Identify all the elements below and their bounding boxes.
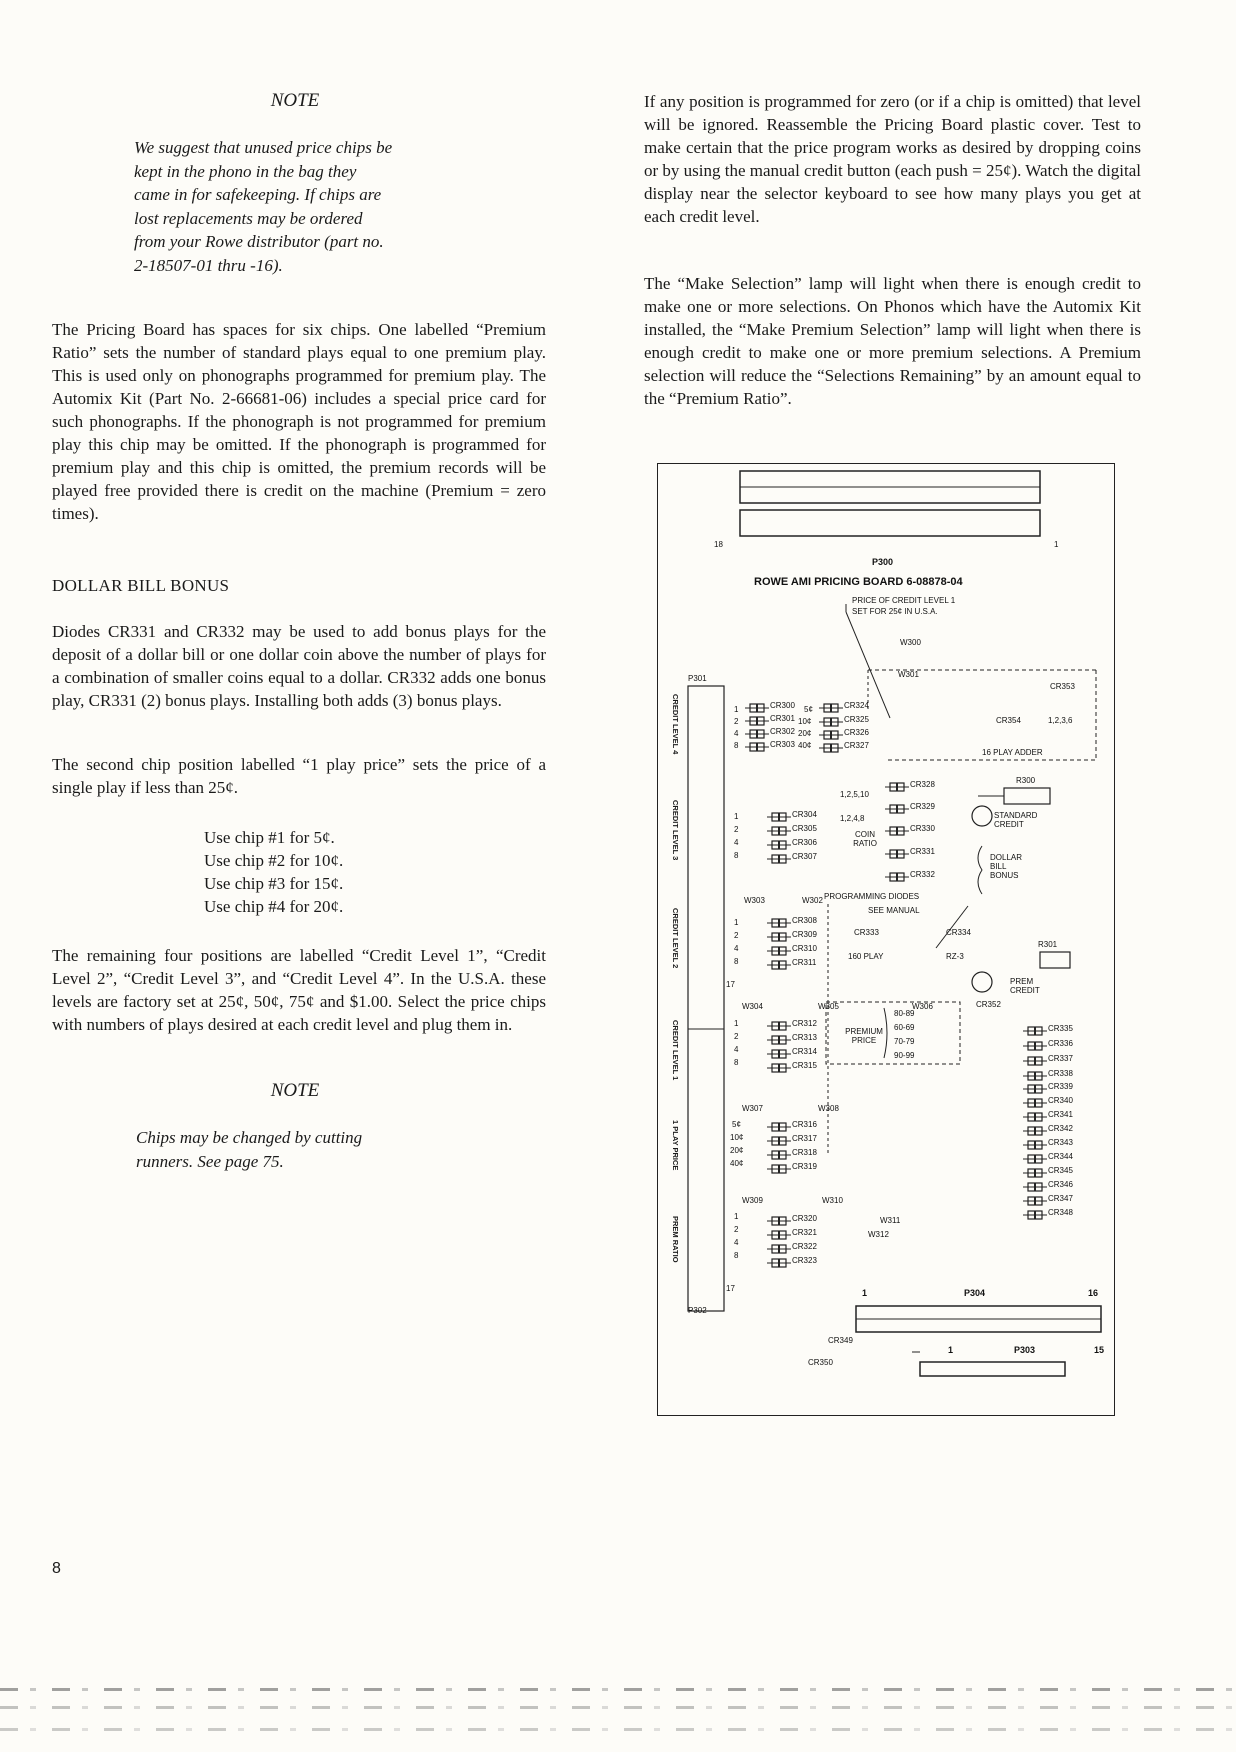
diode-symbol (767, 961, 791, 969)
diode-symbol (767, 1151, 791, 1159)
coin-label: 10¢ (798, 717, 812, 726)
diode-symbol (767, 1231, 791, 1239)
diode-symbol (745, 730, 769, 738)
chip-list-item: Use chip #3 for 15¢. (204, 874, 344, 893)
diode-label: CR305 (792, 824, 817, 833)
cr354-note: 1,2,3,6 (1048, 716, 1073, 725)
bit-label: 4 (734, 729, 739, 738)
r301-label: R301 (1038, 940, 1058, 949)
side-label: 1 PLAY PRICE (671, 1120, 680, 1171)
remaining-positions-paragraph: The remaining four positions are labelled “Credit Level 1”, “Credit Level 2”, “Credit Level 3”, and “Credit Level 4”. In the U.S.A. these levels are factory set at 25¢, 50¢, 75¢ and $1.00. Select the price chips with numbers of plays desired at each credit level and plug them in. (52, 946, 546, 1034)
note2-body (136, 1126, 466, 1173)
diode-symbol (767, 1050, 791, 1058)
diode-label: CR323 (792, 1256, 817, 1265)
diode-label: CR302 (770, 727, 795, 736)
diode-label: CR329 (910, 802, 935, 811)
coin-label: 5¢ (804, 705, 813, 714)
diode-label: CR316 (792, 1120, 817, 1129)
diode-symbol (745, 743, 769, 751)
bit-label: 2 (734, 825, 739, 834)
coin-label: 40¢ (730, 1159, 744, 1168)
w308-label: W308 (818, 1104, 839, 1113)
bit-label: 2 (734, 1225, 739, 1234)
diode-label: CR301 (770, 714, 795, 723)
play-adder-label: 16 PLAY ADDER (982, 748, 1043, 757)
bit-label: 1 (734, 1212, 739, 1221)
w311-label: W311 (880, 1216, 901, 1225)
p303-label: P303 (1014, 1345, 1036, 1355)
diode-label: CR340 (1048, 1096, 1073, 1105)
bit-label: 2 (734, 931, 739, 940)
diode-label: CR339 (1048, 1082, 1073, 1091)
note1-line: came in for safekeeping. If chips are (134, 185, 382, 204)
diode-symbol (745, 704, 769, 712)
side-label: PREM RATIO (671, 1216, 680, 1263)
diode-label: CR318 (792, 1148, 817, 1157)
diode-label: CR335 (1048, 1024, 1073, 1033)
diode-symbol (885, 783, 909, 791)
diode-symbol (767, 1137, 791, 1145)
cr333-label: CR333 (854, 928, 879, 937)
coin-label: 40¢ (798, 741, 812, 750)
diode-label: CR343 (1048, 1138, 1073, 1147)
side-label: CREDIT LEVEL 1 (671, 1020, 680, 1081)
diode-label: CR309 (792, 930, 817, 939)
diode-label: CR313 (792, 1033, 817, 1042)
diode-label: CR314 (792, 1047, 817, 1056)
diode-label: CR303 (770, 740, 795, 749)
cr334-label: CR334 (946, 928, 971, 937)
bit-label: 1 (734, 1019, 739, 1028)
diode-symbol (767, 855, 791, 863)
pin17-label: 17 (726, 980, 735, 989)
diode-symbol (885, 805, 909, 813)
diode-label: CR304 (792, 810, 817, 819)
diode-label: CR307 (792, 852, 817, 861)
see-manual-label: SEE MANUAL (868, 906, 920, 915)
p302-label: P302 (688, 1306, 707, 1315)
bit-label: 8 (734, 851, 739, 860)
scan-noise (0, 1728, 1236, 1731)
diode-symbol (1023, 1085, 1047, 1093)
pricing-board-paragraph: The Pricing Board has spaces for six chips. One labelled “Premium Ratio” sets the number of standard plays equal to one premium play. This is used only on phonographs programmed for premium play. The Automix Kit (Part No. 2-66681-06) includes a special price card for such phonographs. If the phonograph is not programmed for premium play this chip may be omitted. If the phonograph is programmed for premium play and this chip is omitted, the premium records will be played free provided there is credit on the machine (Premium = zero times). (52, 320, 546, 523)
diode-label: CR322 (792, 1242, 817, 1251)
diode-symbol (1023, 1072, 1047, 1080)
diode-symbol (885, 873, 909, 881)
side-label: CREDIT LEVEL 4 (671, 694, 680, 755)
diode-label: CR325 (844, 715, 869, 724)
diode-label: CR346 (1048, 1180, 1073, 1189)
dollar-bill-bonus-heading: DOLLAR BILL BONUS (52, 576, 230, 595)
rz3-label: RZ-3 (946, 952, 964, 961)
pricing-board-diagram (657, 463, 1115, 1416)
diode-label: CR320 (792, 1214, 817, 1223)
w307-label: W307 (742, 1104, 763, 1113)
diode-symbol (767, 1022, 791, 1030)
chip-list (204, 826, 504, 918)
r300-label: R300 (1016, 776, 1036, 785)
diode-label: CR306 (792, 838, 817, 847)
diode-symbol (767, 919, 791, 927)
diode-label: CR327 (844, 741, 869, 750)
note2-line: Chips may be changed by cutting (136, 1128, 363, 1147)
diode-symbol (1023, 1211, 1047, 1219)
diode-label: CR311 (792, 958, 817, 967)
diode-label: CR345 (1048, 1166, 1073, 1175)
p303-pin-left: 1 (948, 1345, 954, 1355)
price-note-line2: SET FOR 25¢ IN U.S.A. (852, 607, 938, 616)
diode-symbol (1023, 1057, 1047, 1065)
p304-pin-left: 1 (862, 1288, 868, 1298)
bit-label: 2 (734, 1032, 739, 1041)
dollar-bill-bonus-label: DOLLAR BILL BONUS (990, 853, 1023, 880)
note1-heading: NOTE (270, 90, 320, 111)
coin-label: 20¢ (730, 1146, 744, 1155)
bit-label: 4 (734, 1045, 739, 1054)
diode-label: CR326 (844, 728, 869, 737)
note1-body (134, 136, 464, 277)
coin-label: 10¢ (730, 1133, 744, 1142)
diode-label: CR319 (792, 1162, 817, 1171)
make-selection-paragraph: The “Make Selection” lamp will light when there is enough credit to make one or more selections. On Phonos which have the Automix Kit installed, the “Make Premium Selection” lamp will light when there is enough credit to make one or more premium selections. A Premium selection will reduce the “Selections Remaining” by an amount equal to the “Premium Ratio”. (644, 274, 1141, 408)
coin-values-2: 1,2,4,8 (840, 814, 865, 823)
diode-symbol (767, 1165, 791, 1173)
w303-label: W303 (744, 896, 765, 905)
programming-diodes-label: PROGRAMMING DIODES (824, 892, 920, 901)
w300-label: W300 (900, 638, 921, 647)
diode-label: CR312 (792, 1019, 817, 1028)
play160-label: 160 PLAY (848, 952, 884, 961)
diode-label: CR344 (1048, 1152, 1073, 1161)
pin17-label: 17 (726, 1284, 735, 1293)
w309-label: W309 (742, 1196, 763, 1205)
bit-label: 8 (734, 741, 739, 750)
p303-pin-right: 15 (1094, 1345, 1105, 1355)
prem-credit-label: PREM CREDIT (1010, 977, 1040, 995)
note1-line: lost replacements may be ordered (134, 208, 363, 228)
pin-18-label: 18 (714, 540, 723, 549)
diode-symbol (1023, 1099, 1047, 1107)
diode-symbol (819, 718, 843, 726)
diode-symbol (745, 717, 769, 725)
diode-label: CR330 (910, 824, 935, 833)
diode-label: CR336 (1048, 1039, 1073, 1048)
diode-symbol (1023, 1042, 1047, 1050)
bit-label: 8 (734, 957, 739, 966)
diode-symbol (767, 1064, 791, 1072)
standard-credit-label: STANDARD CREDIT (994, 811, 1038, 829)
diode-label: CR321 (792, 1228, 817, 1237)
bit-label: 1 (734, 918, 739, 927)
bit-label: 8 (734, 1251, 739, 1260)
diode-symbol (1023, 1197, 1047, 1205)
diode-label: CR328 (910, 780, 935, 789)
diode-symbol (1023, 1183, 1047, 1191)
diode-symbol (767, 1217, 791, 1225)
diode-label: CR308 (792, 916, 817, 925)
cr349-label: CR349 (828, 1336, 853, 1345)
diode-symbol (1023, 1155, 1047, 1163)
coin-ratio-label: COIN RATIO (853, 830, 877, 848)
chip-list-item: Use chip #4 for 20¢. (204, 897, 344, 916)
premium-range: 90-99 (894, 1051, 915, 1060)
w306-label: W306 (912, 1002, 933, 1011)
p304-label: P304 (964, 1288, 986, 1298)
p300-label: P300 (872, 557, 894, 567)
diode-symbol (1023, 1127, 1047, 1135)
coin-label: 20¢ (798, 729, 812, 738)
bit-label: 8 (734, 1058, 739, 1067)
pin-1-label: 1 (1054, 540, 1059, 549)
cr353-label: CR353 (1050, 682, 1075, 691)
cr352-label: CR352 (976, 1000, 1001, 1009)
note1-line: kept in the phono in the bag they (134, 161, 357, 181)
w312-label: W312 (868, 1230, 889, 1239)
zero-programming-paragraph: If any position is programmed for zero (or if a chip is omitted) that level will be ignored. Reassemble the Pricing Board plastic cover. Test to make certain that the price program works as desired by dropping coins or by using the manual credit button (each push = 25¢). Watch the digital display near the selector keyboard to see how many plays you get at each credit level. (644, 92, 1142, 226)
scan-noise (0, 1688, 1236, 1691)
diode-label: CR300 (770, 701, 795, 710)
side-label: CREDIT LEVEL 3 (671, 800, 680, 861)
chip-list-item: Use chip #1 for 5¢. (204, 828, 335, 847)
w301-label: W301 (898, 670, 919, 679)
diode-symbol (767, 827, 791, 835)
p304-pin-right: 16 (1088, 1288, 1099, 1298)
diode-symbol (767, 813, 791, 821)
note1-line: from your Rowe distributor (part no. (134, 232, 384, 251)
diode-label: CR342 (1048, 1124, 1073, 1133)
diode-symbol (1023, 1113, 1047, 1121)
second-chip-paragraph: The second chip position labelled “1 play price” sets the price of a single play if less than 25¢. (52, 755, 546, 797)
w310-label: W310 (822, 1196, 843, 1205)
diode-symbol (885, 850, 909, 858)
board-title: ROWE AMI PRICING BOARD 6-08878-04 (754, 576, 963, 588)
bit-label: 4 (734, 1238, 739, 1247)
diode-symbol (767, 1036, 791, 1044)
bit-label: 1 (734, 812, 739, 821)
note2-heading: NOTE (270, 1080, 320, 1101)
scan-noise (0, 1706, 1236, 1709)
diode-label: CR324 (844, 701, 869, 710)
diode-symbol (767, 1245, 791, 1253)
side-label: CREDIT LEVEL 2 (671, 908, 680, 969)
diode-symbol (1023, 1141, 1047, 1149)
diode-symbol (1023, 1027, 1047, 1035)
diode-label: CR341 (1048, 1110, 1073, 1119)
diodes-paragraph: Diodes CR331 and CR332 may be used to add bonus plays for the deposit of a dollar bill or one dollar coin above the number of plays for a combination of smaller coins equal to a dollar. CR332 adds one bonus play, CR331 (2) bonus plays. Installing both adds (3) bonus plays. (52, 622, 546, 710)
premium-range: 60-69 (894, 1023, 915, 1032)
w304-label: W304 (742, 1002, 763, 1011)
note1-line: 2-18507-01 thru -16). (134, 255, 283, 275)
diode-symbol (767, 947, 791, 955)
premium-price-label: PREMIUM PRICE (845, 1027, 883, 1045)
p301-label: P301 (688, 674, 707, 683)
coin-label: 5¢ (732, 1120, 741, 1129)
diode-symbol (819, 704, 843, 712)
diode-label: CR331 (910, 847, 935, 856)
w305-label: W305 (818, 1002, 839, 1011)
diode-symbol (767, 1123, 791, 1131)
coin-values-1: 1,2,5,10 (840, 790, 869, 799)
diode-label: CR310 (792, 944, 817, 953)
diode-label: CR315 (792, 1061, 817, 1070)
diode-symbol (767, 1259, 791, 1267)
diode-symbol (767, 933, 791, 941)
diode-label: CR347 (1048, 1194, 1073, 1203)
diode-label: CR338 (1048, 1069, 1073, 1078)
chip-list-item: Use chip #2 for 10¢. (204, 851, 344, 870)
diode-symbol (885, 827, 909, 835)
bit-label: 4 (734, 838, 739, 847)
diode-label: CR332 (910, 870, 935, 879)
premium-range: 70-79 (894, 1037, 915, 1046)
diode-symbol (767, 841, 791, 849)
diode-label: CR348 (1048, 1208, 1073, 1217)
premium-range: 80-89 (894, 1009, 915, 1018)
diode-label: CR317 (792, 1134, 817, 1143)
page-number: 8 (52, 1560, 61, 1577)
diode-symbol (819, 731, 843, 739)
cr354-label: CR354 (996, 716, 1021, 725)
bit-label: 2 (734, 717, 739, 726)
diode-label: CR337 (1048, 1054, 1073, 1063)
bit-label: 1 (734, 705, 739, 714)
w302-label: W302 (802, 896, 823, 905)
price-note-line1: PRICE OF CREDIT LEVEL 1 (852, 596, 956, 605)
note2-line: runners. See page 75. (136, 1151, 284, 1171)
note1-line: We suggest that unused price chips be (134, 138, 393, 157)
bit-label: 4 (734, 944, 739, 953)
cr350-label: CR350 (808, 1358, 833, 1367)
diode-symbol (819, 744, 843, 752)
diode-symbol (1023, 1169, 1047, 1177)
